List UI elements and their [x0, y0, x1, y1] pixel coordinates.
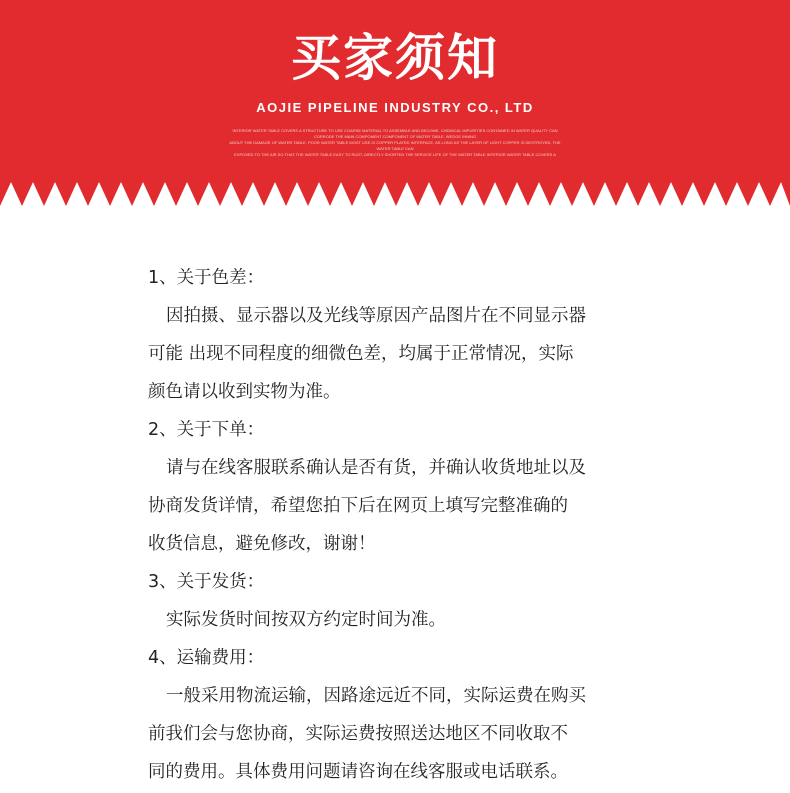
fine-print-line: EXPOSED TO THE AIR SO THAT THE WATER TABLE EASY TO RUST, DIRECTLY SHORTEN THE SERVICE LIFE OF THE WATER TABLE INTERIOR WATER TABLE COVERS A: [234, 152, 556, 157]
paragraph-line: 颜色请以收到实物为准。: [148, 382, 341, 402]
section-heading-freight: 4、运输费用：: [148, 648, 265, 668]
paragraph-line: 可能 出现不同程度的细微色差，均属于正常情况，实际: [148, 344, 574, 364]
fine-print-line: INTERIOR WATER TABLE COVERS A STRUCTURE TO USE COARSE MATERIAL TO ASSEMBLE AND BECOME. CHEMICAL IMPURITIES CONTAINED IN WATER QUALITY CAN: [232, 128, 558, 133]
paragraph-line: 请与在线客服联系确认是否有货，并确认收货地址以及: [166, 458, 586, 478]
paragraph-line: 协商发货详情，希望您拍下后在网页上填写完整准确的: [148, 496, 568, 516]
page-title: 买家须知: [291, 29, 499, 87]
paragraph-line: 前我们会与您协商，实际运费按照送达地区不同收取不: [148, 724, 568, 744]
section-heading-shipping: 3、关于发货：: [148, 572, 265, 592]
paragraph-line: 收货信息，避免修改，谢谢！: [148, 534, 376, 554]
section-heading-order: 2、关于下单：: [148, 420, 265, 440]
fine-print-line: ABOUT THE DAMAGE OF WATER TABLE, POOR WATER TABLE MOST USE IS COPPER PLATED INTERFACE, AS LONG AS THE LAYER OF LIGHT COPPER IS DESTROYED, THE: [229, 140, 561, 145]
paragraph-line: 实际发货时间按双方约定时间为准。: [166, 610, 446, 630]
section-heading-color: 1、关于色差：: [148, 268, 265, 288]
fine-print-line: WATER TABLE CAN: [376, 146, 414, 151]
paragraph-line: 一般采用物流运输，因路途远近不同，实际运费在购买: [166, 686, 586, 706]
paragraph-line: 因拍摄、显示器以及光线等原因产品图片在不同显示器: [166, 306, 586, 326]
company-name: AOJIE PIPELINE INDUSTRY CO., LTD: [256, 100, 534, 115]
paragraph-line: 同的费用。具体费用问题请咨询在线客服或电话联系。: [148, 762, 568, 782]
fine-print-line: CORRODE THE MAIN COMPONENT COMPONENT OF WATER TABLE, WEDGE INNING: [313, 134, 477, 139]
